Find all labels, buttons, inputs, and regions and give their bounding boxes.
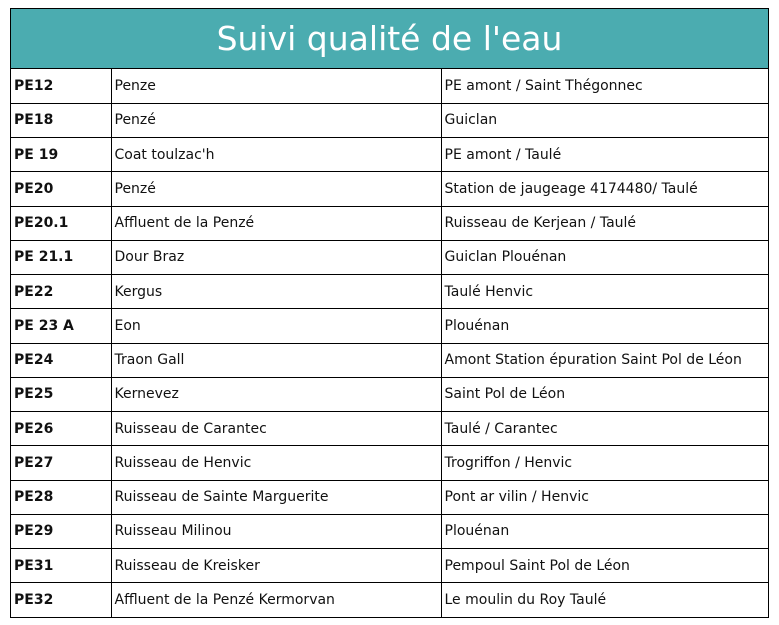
river-name-cell: Ruisseau de Henvic	[111, 446, 441, 480]
station-code-cell: PE26	[11, 412, 111, 446]
station-code-cell: PE 23 A	[11, 309, 111, 343]
river-name-cell: Affluent de la Penzé Kermorvan	[111, 583, 441, 617]
river-name-cell: Penzé	[111, 172, 441, 206]
location-cell: Taulé / Carantec	[441, 412, 768, 446]
station-code-cell: PE29	[11, 514, 111, 548]
table-row	[11, 309, 768, 343]
station-code-cell: PE 19	[11, 138, 111, 172]
location-cell: Ruisseau de Kerjean / Taulé	[441, 206, 768, 240]
station-code-cell: PE28	[11, 480, 111, 514]
river-name-cell: Ruisseau de Carantec	[111, 412, 441, 446]
river-name-cell: Kergus	[111, 275, 441, 309]
station-code-cell: PE12	[14, 77, 54, 94]
location-cell: Plouénan	[441, 309, 768, 343]
location-cell: Pont ar vilin / Henvic	[441, 480, 768, 514]
location-cell: Guiclan Plouénan	[441, 240, 768, 274]
river-name-cell: Coat toulzac'h	[111, 138, 441, 172]
location-cell: Plouénan	[441, 514, 768, 548]
table-row	[11, 549, 768, 583]
river-name-cell: Ruisseau Milinou	[111, 514, 441, 548]
location-cell: Guiclan	[441, 103, 768, 137]
river-name-cell: Dour Braz	[111, 240, 441, 274]
table-row	[11, 138, 768, 172]
river-name-cell: Affluent de la Penzé	[111, 206, 441, 240]
table-title: Suivi qualité de l'eau	[11, 9, 768, 69]
river-name-cell: Ruisseau de Sainte Marguerite	[111, 480, 441, 514]
river-name-cell: Traon Gall	[111, 343, 441, 377]
table-row	[11, 377, 768, 411]
location-cell: Taulé Henvic	[441, 275, 768, 309]
station-code-cell: PE31	[11, 549, 111, 583]
location-cell: PE amont / Taulé	[441, 138, 768, 172]
table-row	[11, 412, 768, 446]
table-row	[11, 172, 768, 206]
station-code-cell: PE25	[11, 377, 111, 411]
river-name-cell: Penzé	[111, 103, 441, 137]
location-cell: Amont Station épuration Saint Pol de Léon	[441, 343, 768, 377]
station-code-cell: PE24	[11, 343, 111, 377]
location-cell: Pempoul Saint Pol de Léon	[441, 549, 768, 583]
table-row	[11, 103, 768, 137]
stations-table	[11, 69, 768, 617]
location-cell: Le moulin du Roy Taulé	[441, 583, 768, 617]
station-code-cell: PE27	[11, 446, 111, 480]
table-row	[11, 275, 768, 309]
location-cell: Station de jaugeage 4174480/ Taulé	[441, 172, 768, 206]
station-code-cell: PE 21.1	[11, 240, 111, 274]
table-row	[11, 240, 768, 274]
river-name-cell: Penze	[111, 69, 441, 103]
river-name-cell: Ruisseau de Kreisker	[111, 549, 441, 583]
station-code-cell: PE18	[11, 103, 111, 137]
location-cell: PE amont / Saint Thégonnec	[441, 69, 768, 103]
water-quality-table	[10, 8, 769, 618]
river-name-cell: Kernevez	[111, 377, 441, 411]
location-cell: Trogriffon / Henvic	[441, 446, 768, 480]
station-code-cell: PE20	[11, 172, 111, 206]
station-code-cell: PE22	[11, 275, 111, 309]
table-row	[11, 480, 768, 514]
station-code-cell: PE20.1	[11, 206, 111, 240]
river-name-cell: Eon	[111, 309, 441, 343]
table-row	[11, 343, 768, 377]
location-cell: Saint Pol de Léon	[441, 377, 768, 411]
table-row	[11, 206, 768, 240]
station-code-cell: PE32	[11, 583, 111, 617]
table-row	[11, 446, 768, 480]
table-row	[11, 69, 768, 103]
table-row	[11, 583, 768, 617]
table-row	[11, 514, 768, 548]
